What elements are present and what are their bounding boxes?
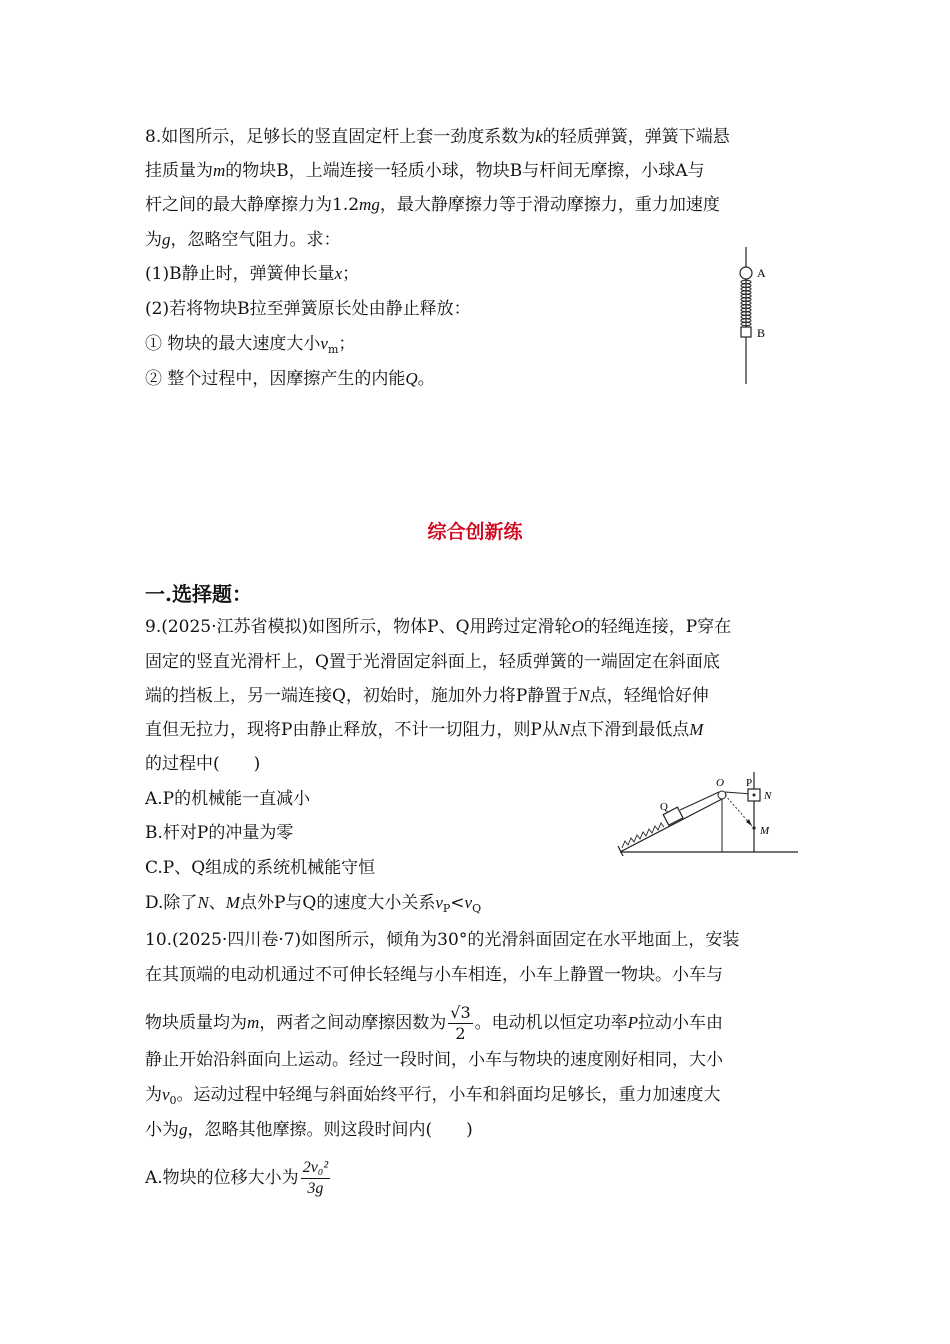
- choice-heading: 一.选择题：: [145, 582, 252, 606]
- q9-option-D: D.除了N、M点外P与Q的速度大小关系$v_P<v_Q$: [145, 893, 482, 915]
- q8-line-2: 挂质量为m的物块B，上端连接一轻质小球，物块B与杆间无摩擦，小球A与: [145, 161, 705, 181]
- q9-option-A: A.P的机械能一直减小: [145, 789, 311, 809]
- q9-line-3: 端的挡板上，另一端连接Q，初始时，施加外力将P静置于N点，轻绳恰好伸: [145, 686, 709, 706]
- q10-line-1: 10.(2025·四川卷·7)如图所示，倾角为30°的光滑斜面固定在水平地面上，安装: [145, 930, 740, 950]
- label-Q: Q: [660, 801, 668, 813]
- label-A: A: [757, 266, 766, 280]
- q8-part-2-2: ② 整个过程中，因摩擦产生的内能Q。: [145, 369, 435, 389]
- q8-part-2: (2)若将物块B拉至弹簧原长处由静止释放：: [145, 299, 471, 319]
- displacement-fraction: $\frac{\text{2v₀²}}{3g}$: [302, 1159, 329, 1197]
- section-title: 综合创新练: [427, 521, 523, 543]
- q10-line-6: 小为g，忽略其他摩擦。则这段时间内( ): [145, 1120, 473, 1140]
- q8-line-1: 8.如图所示，足够长的竖直固定杆上套一劲度系数为k的轻质弹簧，弹簧下端悬: [145, 127, 730, 147]
- q8-line-4: 为g，忽略空气阻力。求：: [145, 230, 341, 250]
- q8-part-2-1: ① 物块的最大速度大小$v_m$；: [145, 334, 356, 356]
- q10-option-A: A.物块的位移大小为 $\frac{\text{2v₀²}}{3g}$: [145, 1159, 329, 1197]
- q8-spring-figure: [725, 245, 785, 387]
- q9-line-2: 固定的竖直光滑杆上，Q置于光滑固定斜面上，轻质弹簧的一端固定在斜面底: [145, 652, 720, 672]
- label-B: B: [757, 326, 766, 340]
- q9-line-4: 直但无拉力，现将P由静止释放，不计一切阻力，则P从N点下滑到最低点M: [145, 720, 704, 740]
- q8-part-1: (1)B静止时，弹簧伸长量x；: [145, 264, 360, 284]
- q10-line-4: 静止开始沿斜面向上运动。经过一段时间，小车与物块的速度刚好相同，大小: [145, 1050, 723, 1070]
- q9-option-C: C.P、Q组成的系统机械能守恒: [145, 858, 376, 878]
- q8-line-3: 杆之间的最大静摩擦力为1.2mg，最大静摩擦力等于滑动摩擦力，重力加速度: [145, 195, 720, 215]
- q9-option-B: B.杆对P的冲量为零: [145, 823, 294, 843]
- label-M: M: [760, 825, 770, 837]
- mu-fraction: $\frac{√3}{2}$: [450, 1003, 471, 1043]
- q9-line-5: 的过程中( ): [145, 754, 261, 774]
- label-P: P: [746, 777, 753, 789]
- q10-line-5: 为$v_0$。运动过程中轻绳与斜面始终平行，小车和斜面均足够长，重力加速度大: [145, 1085, 721, 1107]
- label-O: O: [716, 777, 724, 789]
- q10-line-3: 物块质量均为m，两者之间动摩擦因数为 $\frac{√3}{2}$ 。电动机以恒定功率P拉动小车由: [145, 1003, 724, 1043]
- q9-line-1: 9.(2025·江苏省模拟)如图所示，物体P、Q用跨过定滑轮O的轻绳连接，P穿在: [145, 617, 732, 637]
- label-N: N: [764, 790, 772, 802]
- q10-line-2: 在其顶端的电动机通过不可伸长轻绳与小车相连，小车上静置一物块。小车与: [145, 965, 723, 985]
- q9-incline-figure: [612, 770, 802, 856]
